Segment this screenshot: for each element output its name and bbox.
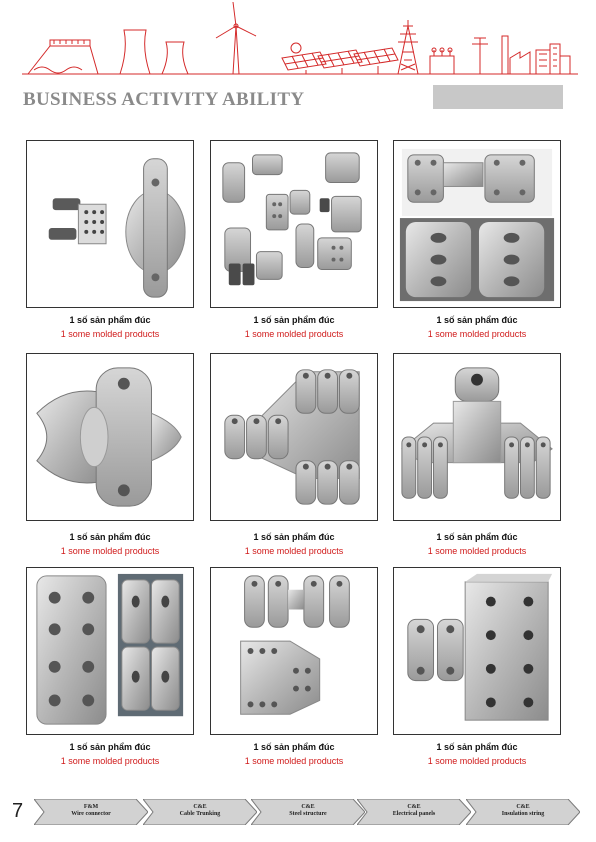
nav-brand: C&E	[516, 804, 530, 810]
molded-connector-image	[211, 354, 377, 520]
molded-connector-image	[394, 354, 560, 520]
molded-connector-image	[27, 354, 193, 520]
product-photo	[26, 567, 194, 735]
nav-brand: C&E	[301, 804, 315, 810]
caption-en: 1 some molded products	[60, 756, 160, 766]
product-card	[26, 140, 194, 350]
nav-label: Wire connector	[71, 811, 111, 817]
molded-connector-image	[27, 141, 193, 307]
nav-tab-cable-trunking[interactable]	[143, 799, 257, 825]
caption-en: 1 some molded products	[427, 546, 527, 556]
molded-connector-image	[211, 568, 377, 734]
product-card	[210, 353, 378, 563]
product-card	[393, 567, 561, 777]
caption-vi: 1 số sản phẩm đúc	[69, 742, 151, 752]
nav-brand: C&E	[193, 804, 207, 810]
product-card	[210, 140, 378, 350]
page-title: BUSINESS ACTIVITY ABILITY	[23, 89, 305, 110]
molded-connector-image	[394, 568, 560, 734]
caption-en: 1 some molded products	[244, 329, 344, 339]
caption-vi: 1 số sản phẩm đúc	[436, 315, 518, 325]
product-photo	[210, 140, 378, 308]
product-card	[26, 353, 194, 563]
molded-connector-image	[211, 141, 377, 307]
title-accent-bar	[433, 85, 563, 109]
product-card	[210, 567, 378, 777]
nav-label: Insulation string	[501, 811, 545, 817]
nav-tab-steel-structure[interactable]	[251, 799, 365, 825]
product-photo	[393, 353, 561, 521]
caption-en: 1 some molded products	[427, 756, 527, 766]
product-card	[26, 567, 194, 777]
caption-en: 1 some molded products	[244, 546, 344, 556]
product-card	[393, 353, 561, 563]
product-photo	[210, 567, 378, 735]
caption-vi: 1 số sản phẩm đúc	[69, 315, 151, 325]
product-photo	[26, 353, 194, 521]
nav-tab-electrical-panels[interactable]	[357, 799, 471, 825]
caption-en: 1 some molded products	[60, 546, 160, 556]
product-photo	[393, 567, 561, 735]
caption-vi: 1 số sản phẩm đúc	[69, 532, 151, 542]
nav-label: Electrical panels	[392, 811, 436, 817]
nav-label: Cable Trunking	[179, 811, 221, 817]
page-number: 7	[12, 800, 24, 822]
caption-en: 1 some molded products	[60, 329, 160, 339]
caption-en: 1 some molded products	[427, 329, 527, 339]
nav-brand: F&M	[83, 804, 99, 810]
nav-label: Steel structure	[289, 811, 327, 817]
nav-tab-insulation-string[interactable]	[466, 799, 580, 825]
caption-vi: 1 số sản phẩm đúc	[436, 742, 518, 752]
product-photo	[26, 140, 194, 308]
caption-vi: 1 số sản phẩm đúc	[253, 532, 335, 542]
molded-connector-image	[394, 141, 560, 307]
industry-skyline-icon	[20, 0, 580, 80]
molded-connector-image	[27, 568, 193, 734]
industry-banner-illustration	[20, 0, 580, 80]
nav-tab-wire-connector[interactable]	[34, 799, 148, 825]
product-photo	[210, 353, 378, 521]
caption-en: 1 some molded products	[244, 756, 344, 766]
product-photo	[393, 140, 561, 308]
product-card	[393, 140, 561, 350]
caption-vi: 1 số sản phẩm đúc	[253, 315, 335, 325]
caption-vi: 1 số sản phẩm đúc	[253, 742, 335, 752]
caption-vi: 1 số sản phẩm đúc	[436, 532, 518, 542]
nav-brand: C&E	[407, 804, 421, 810]
